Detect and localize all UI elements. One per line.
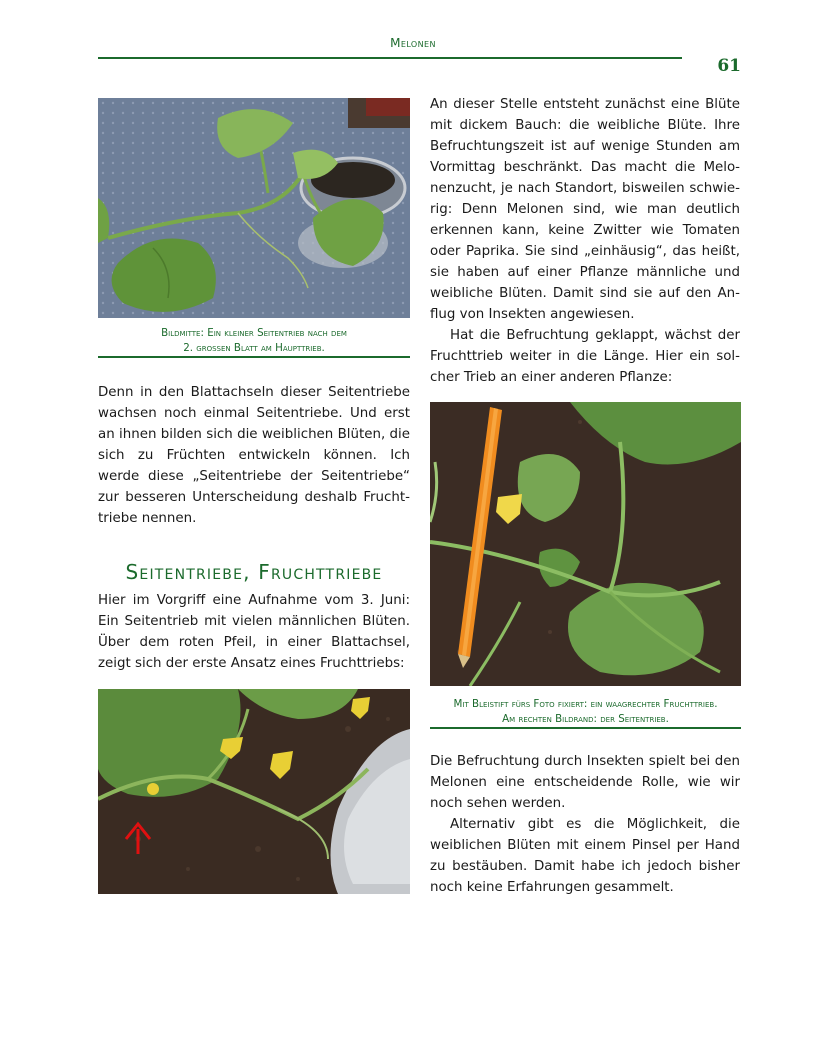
figure2-caption bbox=[430, 697, 741, 727]
page-number: 61 bbox=[717, 56, 741, 76]
section-heading: Seitentriebe, Fruchttriebe bbox=[125, 560, 383, 584]
photo-side-shoot-red-arrow bbox=[98, 689, 410, 894]
figure2-caption-line2: Am rechten Bildrand: der Seitentrieb. bbox=[502, 713, 669, 725]
paragraph-vorgriff: Hier im Vorgriff eine Aufnahme vom 3. Juni: Ein Seitentrieb mit vielen männlichen Blüten. Über dem roten Pfeil, in einer Blattachsel, zeigt sich der erste Ansatz eines Fruchttriebs: bbox=[98, 593, 410, 671]
photo-fruit-shoot-pencil bbox=[430, 402, 741, 686]
left-column-text-1 bbox=[98, 382, 410, 529]
running-header: Melonen bbox=[390, 36, 436, 50]
right-column-text-2 bbox=[430, 751, 740, 898]
paragraph-pinsel: Alternativ gibt es die Möglichkeit, die weiblichen Blüten mit einem Pinsel per Hand zu bestäuben. Damit habe ich jedoch bisher noch keine Erfahrungen gesammelt. bbox=[430, 817, 740, 895]
figure1-caption bbox=[98, 326, 410, 356]
header-rule bbox=[98, 57, 682, 59]
figure2-caption-line1: Mit Bleistift fürs Foto fixiert: ein waagrechter Fruchttrieb. bbox=[453, 698, 718, 710]
photo-melon-seedling bbox=[98, 98, 410, 318]
paragraph-weibliche-bluete: An dieser Stelle entsteht zunächst eine Blüte mit dickem Bauch: die weibliche Blüte. Ihre Befruchtungszeit ist auf wenige Stunden am Vormittag beschränkt. Das macht die Melonenzucht, je nach Standort, bisweilen schwierig: Denn Melonen sind, wie man deutlich erkennen kann, keine Zwitter wie Tomaten oder Paprika. Sie sind „einhäusig“, das heißt, sie haben auf einer Pflanze männliche und weibliche Blüten. Damit sind sie auf den Anflug von Insekten angewiesen. bbox=[430, 97, 740, 322]
paragraph-befruchtung-geklappt: Hat die Befruchtung geklappt, wächst der Fruchttrieb weiter in die Länge. Hier ein solcher Trieb an einer anderen Pflanze: bbox=[430, 328, 740, 385]
paragraph-insekten-rolle: Die Befruchtung durch Insekten spielt bei den Melonen eine entscheidende Rolle, wie wir noch sehen werden. bbox=[430, 754, 740, 811]
figure1-caption-line1: Bildmitte: Ein kleiner Seitentrieb nach dem bbox=[161, 327, 347, 339]
paragraph-blattachseln: Denn in den Blattachseln dieser Seitentriebe wachsen noch einmal Seitentriebe. Und erst an ihnen bilden sich die weiblichen Blüten, die sich zu Früchten entwickeln können. Ich werde diese „Seitentriebe der Seitentriebe“ zur besseren Unterscheidung deshalb Fruchttriebe nennen. bbox=[98, 385, 410, 526]
figure1-caption-rule bbox=[98, 356, 410, 358]
figure1-caption-line2: 2. großen Blatt am Haupttrieb. bbox=[183, 342, 325, 354]
right-column-text-1 bbox=[430, 94, 740, 388]
left-column-text-2 bbox=[98, 590, 410, 674]
figure2-caption-rule bbox=[430, 727, 741, 729]
